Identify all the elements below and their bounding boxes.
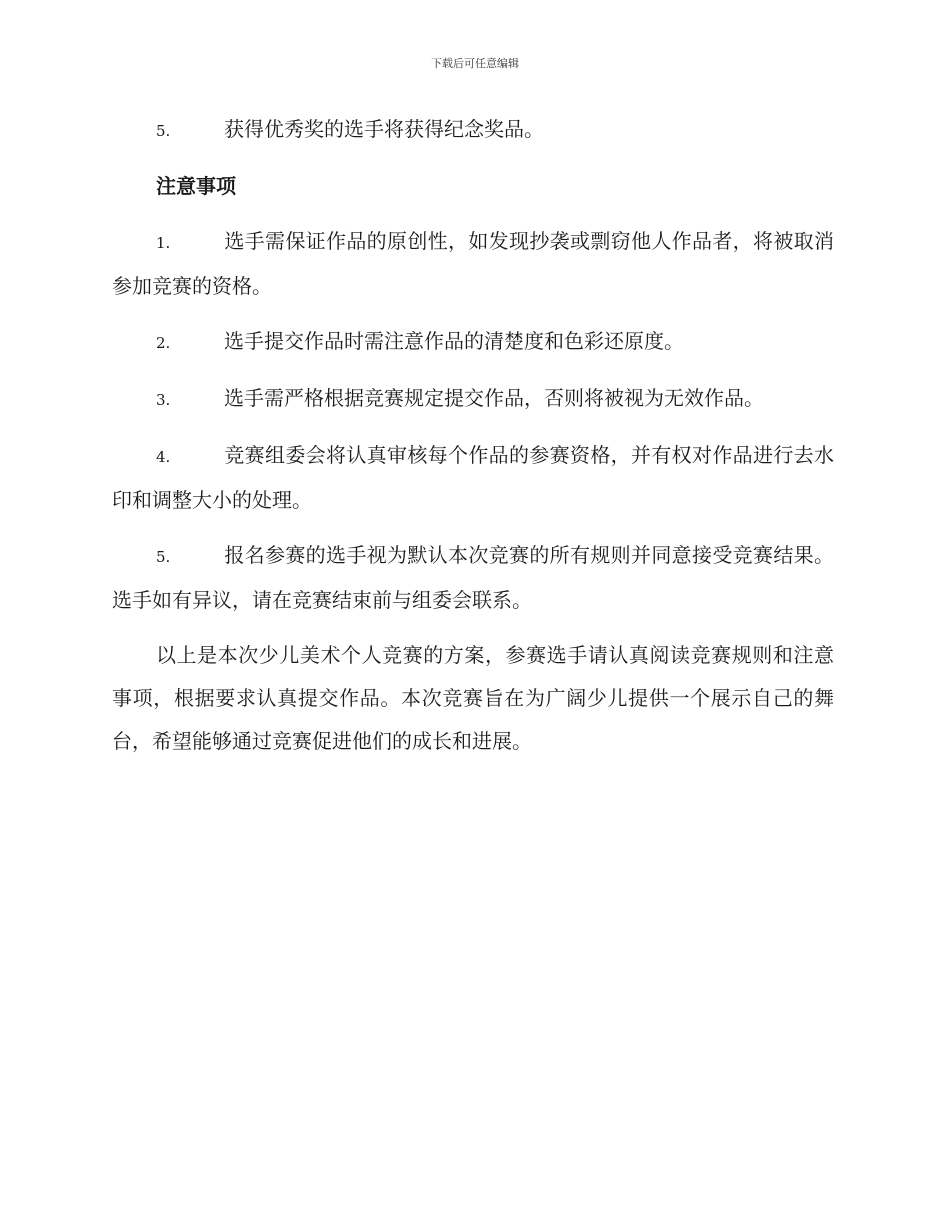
list-item-number: 4. [156, 448, 171, 466]
list-item-note-2 [112, 320, 834, 365]
closing-paragraph: 以上是本次少儿美术个人竞赛的方案，参赛选手请认真阅读竞赛规则和注意事项，根据要求认真提交作品。本次竞赛旨在为广阔少儿提供一个展示自己的舞台，希望能够通过竞赛促进他们的成长和进展。 [112, 643, 834, 753]
list-item-number: 5. [156, 548, 171, 566]
document-body [112, 108, 834, 763]
list-item-number: 5. [156, 122, 171, 140]
list-item-number: 2. [156, 334, 171, 352]
list-item-text: 获得优秀奖的选手将获得纪念奖品。 [224, 117, 544, 141]
list-item-text: 选手提交作品时需注意作品的清楚度和色彩还原度。 [224, 329, 684, 353]
list-item-text: 选手需严格根据竞赛规定提交作品，否则将被视为无效作品。 [224, 386, 764, 410]
list-item-note-5 [112, 534, 834, 622]
page-header: 下载后可任意编辑 [431, 57, 519, 70]
list-item-text: 报名参赛的选手视为默认本次竞赛的所有规则并同意接受竞赛结果。选手如有异议，请在竞赛结束前与组委会联系。 [112, 543, 834, 612]
list-item-number: 1. [156, 234, 171, 252]
section-heading: 注意事项 [156, 174, 236, 198]
list-item-note-3 [112, 377, 834, 422]
list-item-prize-5 [112, 108, 834, 153]
list-item-text: 竞赛组委会将认真审核每个作品的参赛资格，并有权对作品进行去水印和调整大小的处理。 [112, 443, 834, 512]
list-item-note-4 [112, 434, 834, 522]
list-item-note-1 [112, 220, 834, 308]
list-item-text: 选手需保证作品的原创性，如发现抄袭或剽窃他人作品者，将被取消参加竞赛的资格。 [112, 229, 834, 298]
list-item-number: 3. [156, 391, 171, 409]
